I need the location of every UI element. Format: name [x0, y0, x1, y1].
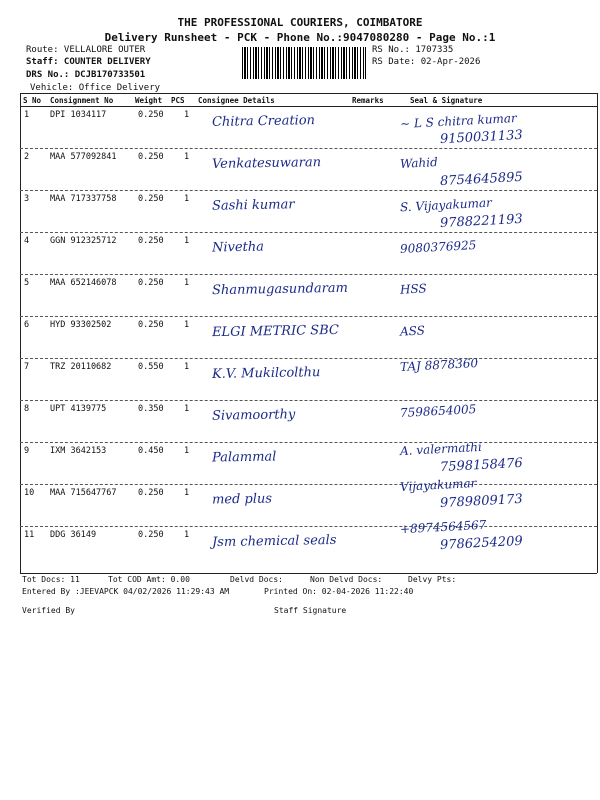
row-consignment-no: DPI 1034117	[50, 110, 107, 120]
row-signature-phone: 9788221193	[439, 211, 524, 232]
row-pcs: 1	[184, 446, 190, 456]
drs-label: DRS No.: DCJB170733501	[26, 70, 146, 80]
row-consignment-no: IXM 3642153	[50, 446, 107, 456]
row-pcs: 1	[184, 152, 190, 162]
row-weight: 0.250	[138, 236, 164, 246]
row-signature-phone: 8754645895	[439, 169, 524, 190]
row-signature-name: ASS	[399, 323, 426, 339]
col-weight: Weight	[135, 96, 163, 105]
row-sno: 6	[24, 320, 30, 330]
row-consignee-handwritten: Sivamoorthy	[211, 407, 296, 424]
row-separator	[20, 526, 597, 527]
row-weight: 0.250	[138, 488, 164, 498]
col-pcs: PCS	[171, 96, 185, 105]
row-sno: 4	[24, 236, 30, 246]
row-weight: 0.250	[138, 530, 164, 540]
row-separator	[20, 274, 597, 275]
row-weight: 0.550	[138, 362, 164, 372]
row-signature-phone: 7598158476	[439, 455, 524, 476]
row-signature-name: ~ L S chitra kumar	[399, 110, 518, 132]
table-bottom-border	[20, 573, 597, 574]
printed-on: Printed On: 02-04-2026 11:22:40	[264, 587, 414, 596]
row-consignee-handwritten: Palammal	[211, 449, 277, 466]
row-sno: 3	[24, 194, 30, 204]
tot-cod-amt: Tot COD Amt: 0.00	[108, 575, 190, 584]
row-signature-name: 9080376925	[399, 238, 477, 256]
row-sno: 5	[24, 278, 30, 288]
row-weight: 0.250	[138, 320, 164, 330]
row-sno: 11	[24, 530, 35, 540]
row-consignment-no: MAA 652146078	[50, 278, 117, 288]
rs-date: RS Date: 02-Apr-2026	[372, 57, 481, 67]
vehicle-label: Vehicle: Office Delivery	[30, 83, 161, 93]
row-signature-name: S. Vijayakumar	[399, 195, 493, 215]
row-consignment-no: MAA 717337758	[50, 194, 117, 204]
row-consignee-handwritten: K.V. Mukilcolthu	[211, 365, 321, 382]
row-separator	[20, 484, 597, 485]
row-weight: 0.250	[138, 194, 164, 204]
row-signature-phone: 9789809173	[439, 491, 524, 512]
row-pcs: 1	[184, 320, 190, 330]
row-consignee-handwritten: Sashi kumar	[211, 197, 295, 214]
row-signature-name: HSS	[399, 281, 428, 297]
row-signature-phone: 9150031133	[439, 127, 524, 148]
row-sno: 7	[24, 362, 30, 372]
table-header-border	[20, 106, 597, 107]
row-pcs: 1	[184, 278, 190, 288]
row-weight: 0.250	[138, 152, 164, 162]
row-sno: 10	[24, 488, 35, 498]
entered-by: Entered By :JEEVAPCK 04/02/2026 11:29:43 AM	[22, 587, 230, 596]
row-sno: 1	[24, 110, 30, 120]
row-pcs: 1	[184, 236, 190, 246]
row-weight: 0.250	[138, 278, 164, 288]
row-consignee-handwritten: Jsm chemical seals	[211, 532, 337, 551]
company-title: THE PROFESSIONAL COURIERS, COIMBATORE	[177, 16, 423, 29]
col-consignee: Consignee Details	[198, 96, 275, 105]
row-weight: 0.250	[138, 110, 164, 120]
row-consignment-no: HYD 93302502	[50, 320, 112, 330]
row-pcs: 1	[184, 530, 190, 540]
col-seal-signature: Seal & Signature	[410, 96, 483, 105]
row-consignee-handwritten: Nivetha	[211, 239, 265, 256]
row-consignment-no: MAA 715647767	[50, 488, 117, 498]
row-separator	[20, 190, 597, 191]
row-separator	[20, 316, 597, 317]
row-consignee-handwritten: Venkatesuwaran	[211, 155, 322, 172]
row-consignment-no: GGN 912325712	[50, 236, 117, 246]
tot-docs: Tot Docs: 11	[22, 575, 80, 584]
table-left-border	[20, 93, 21, 573]
row-pcs: 1	[184, 404, 190, 414]
staff-label: Staff: COUNTER DELIVERY	[26, 57, 151, 67]
row-consignment-no: DDG 36149	[50, 530, 97, 540]
row-consignment-no: MAA 577092841	[50, 152, 117, 162]
col-remarks: Remarks	[352, 96, 384, 105]
row-weight: 0.350	[138, 404, 164, 414]
row-signature-phone: 9786254209	[439, 533, 524, 554]
table-top-border	[20, 93, 597, 94]
row-separator	[20, 400, 597, 401]
barcode	[242, 47, 366, 79]
runsheet-subtitle: Delivery Runsheet - PCK - Phone No.:9047080280 - Page No.:1	[104, 31, 496, 44]
row-signature-name: A. valermathi	[399, 439, 483, 459]
delvd-docs: Delvd Docs:	[230, 575, 283, 584]
row-consignee-handwritten: med plus	[211, 491, 273, 508]
rs-number: RS No.: 1707335	[372, 45, 454, 55]
row-sno: 9	[24, 446, 30, 456]
col-consignment: Consignment No	[50, 96, 114, 105]
row-consignee-handwritten: Chitra Creation	[211, 113, 316, 130]
row-pcs: 1	[184, 488, 190, 498]
row-separator	[20, 442, 597, 443]
table-right-border	[597, 93, 598, 573]
delvy-pts: Delvy Pts:	[408, 575, 457, 584]
row-weight: 0.450	[138, 446, 164, 456]
row-signature-name: 7598654005	[399, 402, 477, 420]
row-signature-name: Wahid	[399, 155, 439, 171]
row-consignee-handwritten: Shanmugasundaram	[211, 280, 349, 299]
row-separator	[20, 232, 597, 233]
row-consignment-no: TRZ 20110682	[50, 362, 112, 372]
row-pcs: 1	[184, 362, 190, 372]
verified-by: Verified By	[22, 606, 75, 615]
staff-signature: Staff Signature	[274, 606, 347, 615]
row-sno: 2	[24, 152, 30, 162]
row-separator	[20, 358, 597, 359]
non-delvd-docs: Non Delvd Docs:	[310, 575, 383, 584]
route-label: Route: VELLALORE OUTER	[26, 45, 146, 55]
row-consignee-handwritten: ELGI METRIC SBC	[211, 322, 340, 341]
row-signature-name: TAJ 8878360	[399, 355, 479, 375]
row-separator	[20, 148, 597, 149]
row-consignment-no: UPT 4139775	[50, 404, 107, 414]
col-sno: S No	[23, 96, 42, 105]
row-signature-name: Vijayakumar	[399, 476, 477, 494]
row-signature-name: +8974564567	[399, 517, 487, 537]
row-sno: 8	[24, 404, 30, 414]
row-pcs: 1	[184, 194, 190, 204]
row-pcs: 1	[184, 110, 190, 120]
